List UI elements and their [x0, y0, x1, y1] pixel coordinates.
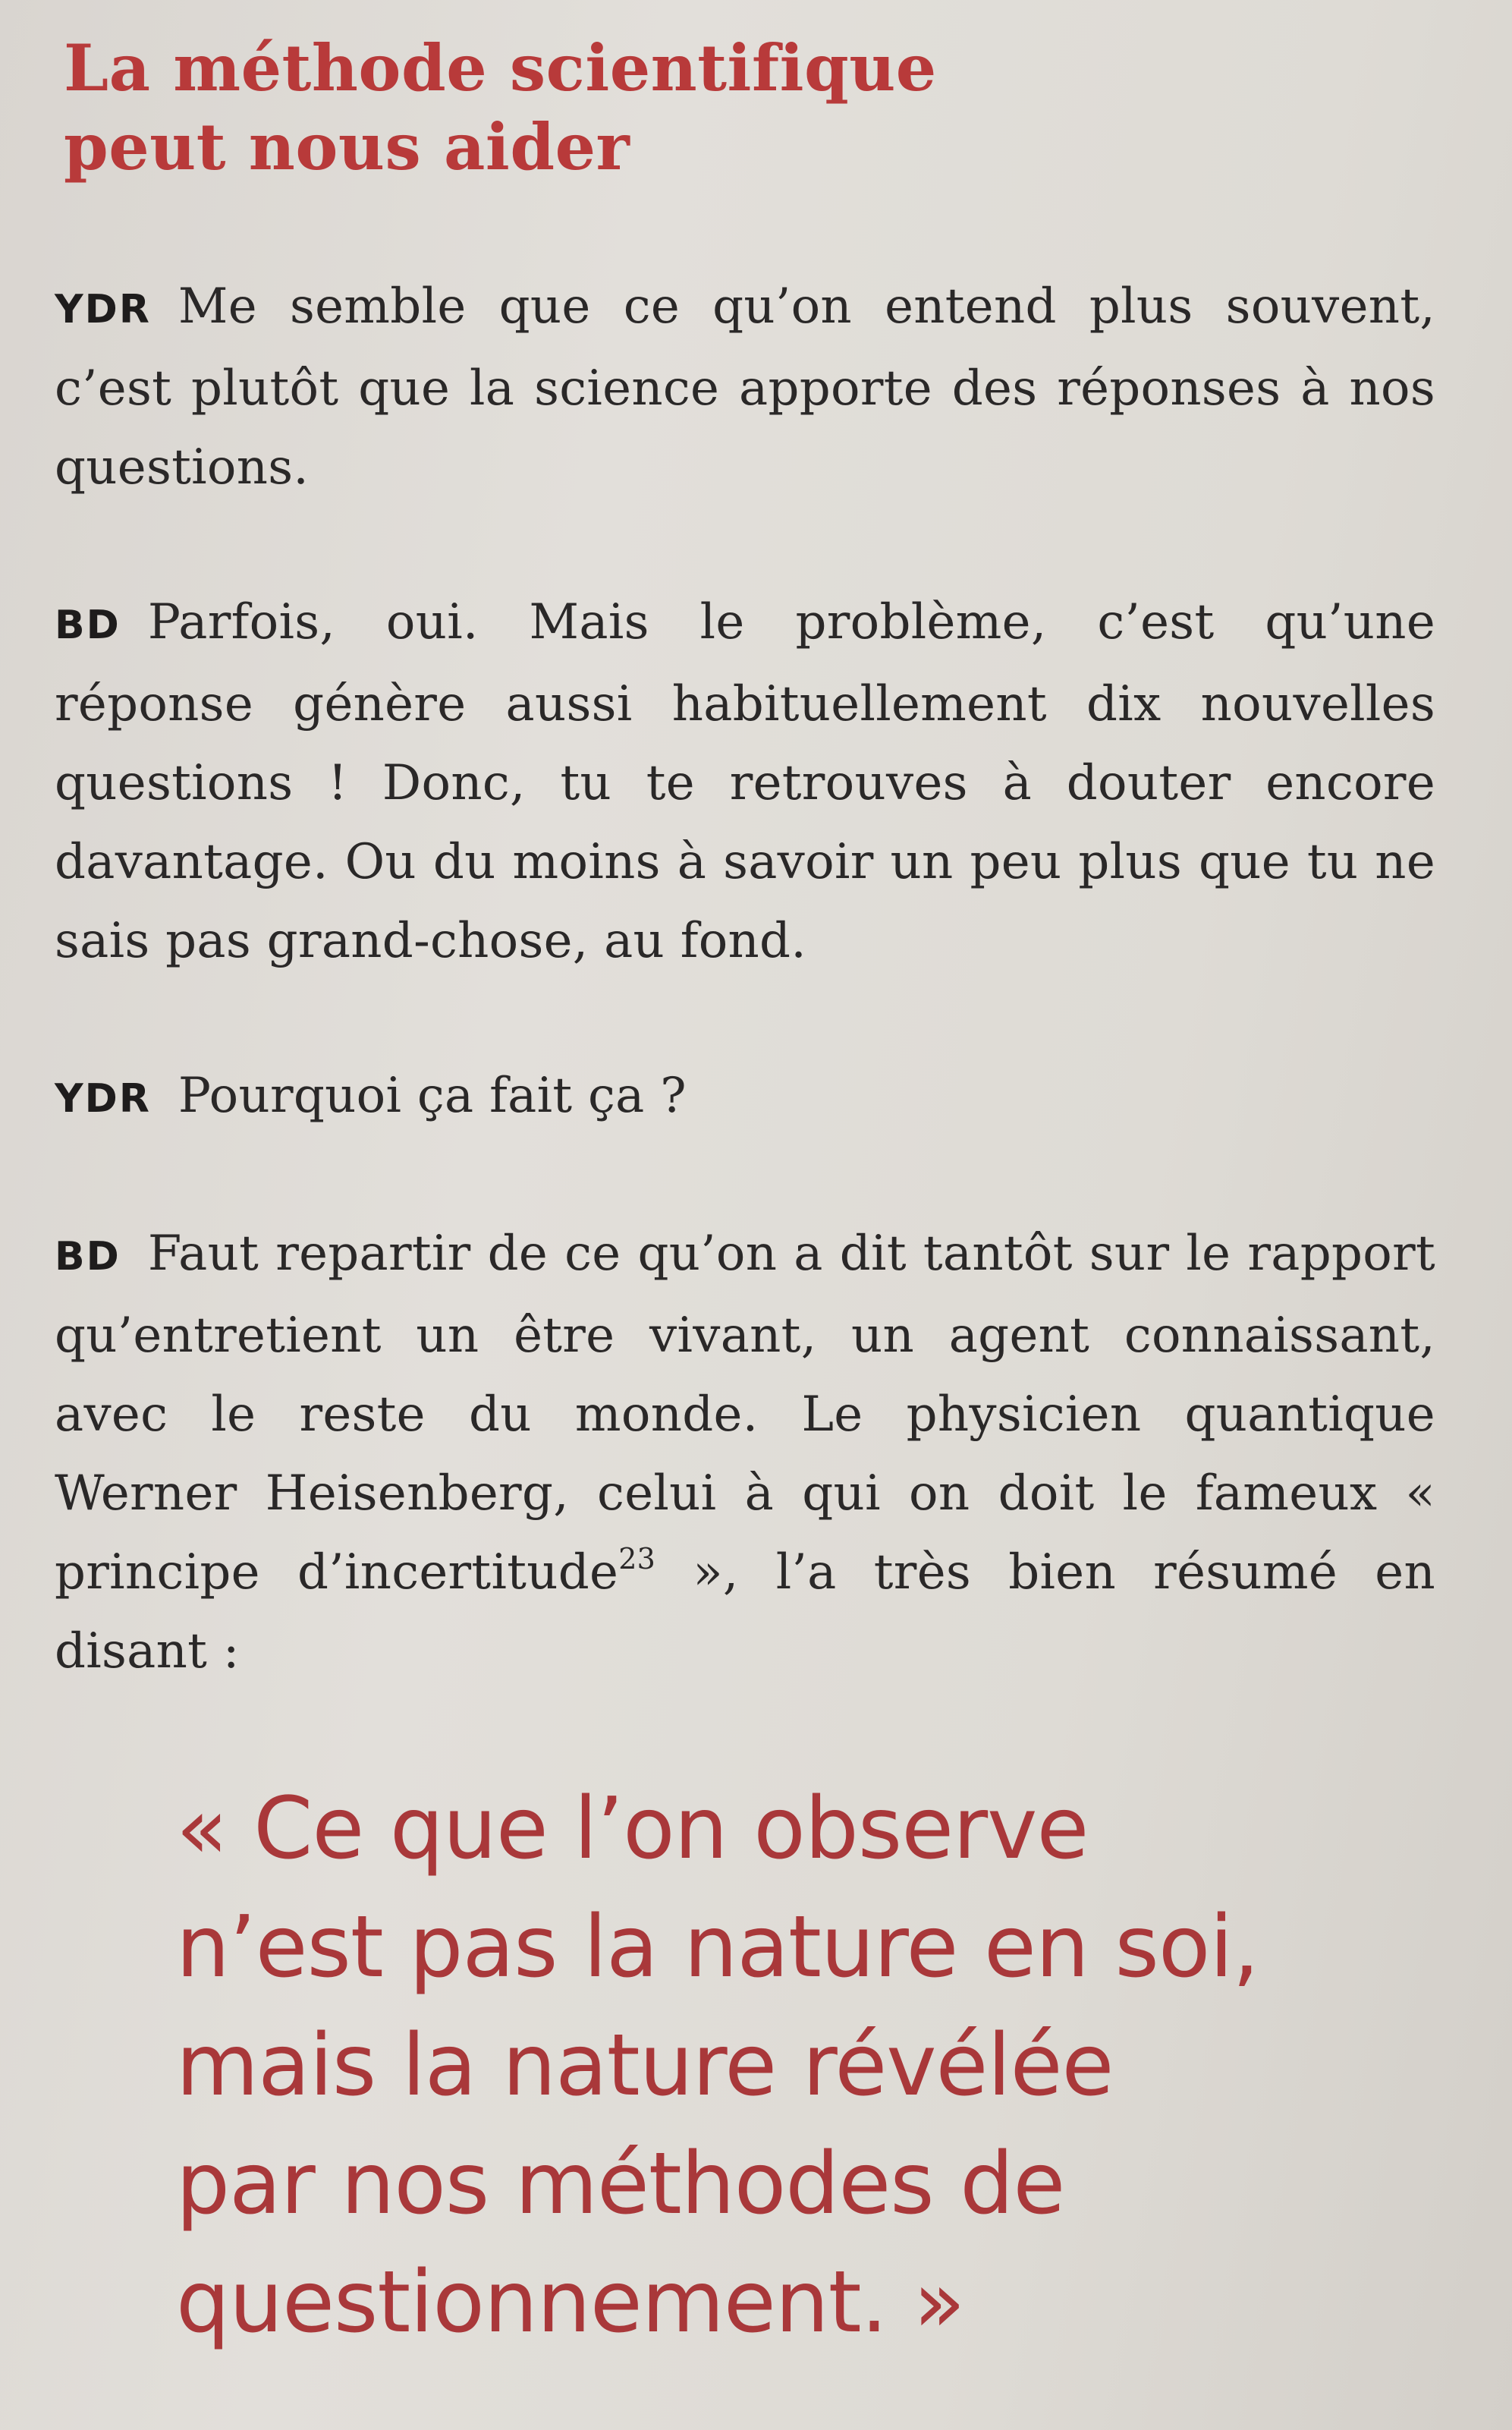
paragraph-text: Pourquoi ça fait ça ? [178, 1068, 687, 1124]
section-heading [64, 29, 937, 187]
speaker-label: YDR [55, 1076, 151, 1122]
pull-quote [176, 1770, 1314, 2362]
quote-line-3: mais la nature révélée [176, 2016, 1114, 2115]
quote-line-5: questionnement. » [176, 2253, 965, 2352]
speaker-label: BD [55, 603, 121, 648]
heading-line-1: La méthode scientifique [64, 30, 937, 105]
paragraph-text: Parfois, oui. Mais le problème, c’est qu’une réponse génère aussi habituellement dix nouvelles questions ! Donc, tu te retrouves à douter encore davantage. Ou du moins à savoir un peu plus que tu ne sais pas grand-chose, au fond. [55, 594, 1435, 969]
speaker-label: BD [55, 1234, 121, 1280]
heading-line-2: peut nous aider [64, 109, 630, 184]
dialogue-paragraph-3 [55, 1056, 1435, 1138]
speaker-label: YDR [55, 287, 151, 332]
quote-line-2: n’est pas la nature en soi, [176, 1898, 1259, 1997]
dialogue-paragraph-1 [55, 267, 1435, 507]
quote-line-1: « Ce que l’on observe [176, 1780, 1089, 1878]
paragraph-text: Faut repartir de ce qu’on a dit tantôt sur le rapport qu’entretient un être vivant, un agent connaissant, avec le reste du monde. Le physicien quantique Werner Heisenberg, celui à qui on doit le fameux « principe d’incertitude [55, 1226, 1435, 1601]
dialogue-paragraph-4 [55, 1214, 1435, 1691]
footnote-reference: 23 [618, 1542, 656, 1575]
paragraph-text: Me semble que ce qu’on entend plus souvent, c’est plutôt que la science apporte des réponses à nos questions. [55, 279, 1435, 496]
quote-line-4: par nos méthodes de [176, 2135, 1065, 2233]
paragraph-text-end: », l’a très bien résumé en disant : [55, 1544, 1435, 1679]
dialogue-paragraph-2 [55, 583, 1435, 980]
